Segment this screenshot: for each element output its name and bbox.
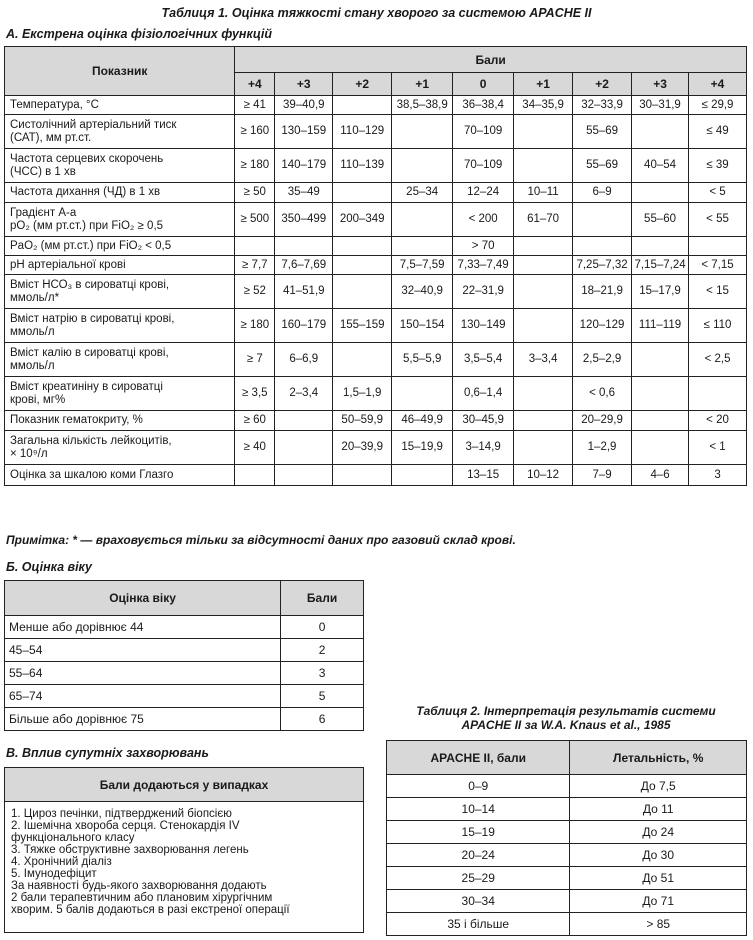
score-cell: < 200 xyxy=(453,203,514,237)
score-cell: 1–2,9 xyxy=(573,431,632,465)
mortality-cell: До 71 xyxy=(570,890,747,913)
score-cell xyxy=(514,431,573,465)
score-cell: 160–179 xyxy=(275,309,333,343)
score-cell xyxy=(392,115,453,149)
score-cell xyxy=(333,237,392,256)
score-cell: < 2,5 xyxy=(689,343,747,377)
comorbidity-line: функціонального класу xyxy=(11,832,135,844)
table-row xyxy=(5,411,747,431)
score-cell xyxy=(235,465,275,486)
score-cell: 15–19,9 xyxy=(392,431,453,465)
age-cell: Більше або дорівнює 75 xyxy=(5,708,281,731)
score-cell: 32–40,9 xyxy=(392,275,453,309)
score-cell: 46–49,9 xyxy=(392,411,453,431)
score-cell: 3,5–5,4 xyxy=(453,343,514,377)
mortality-cell: До 11 xyxy=(570,798,747,821)
age-header: Оцінка віку xyxy=(5,581,281,616)
points-header: Бали xyxy=(235,47,747,73)
score-column-header: +1 xyxy=(392,73,453,96)
score-cell: ≤ 29,9 xyxy=(689,96,747,115)
score-cell: 50–59,9 xyxy=(333,411,392,431)
score-cell: 18–21,9 xyxy=(573,275,632,309)
row-label-line: pH артеріальної крові xyxy=(10,258,126,271)
table-row xyxy=(387,798,747,821)
score-cell: 5,5–5,9 xyxy=(392,343,453,377)
score-cell xyxy=(333,256,392,275)
score-cell: 12–24 xyxy=(453,183,514,203)
score-cell: 110–139 xyxy=(333,149,392,183)
row-label xyxy=(5,237,235,256)
row-label xyxy=(5,149,235,183)
table2-title-line1: Таблиця 2. Інтерпретація результатів системи xyxy=(416,704,716,718)
row-label-line: Частота серцевих скорочень xyxy=(10,152,164,165)
score-cell: 55–69 xyxy=(573,115,632,149)
score-cell: 7,15–7,24 xyxy=(632,256,689,275)
score-cell xyxy=(514,309,573,343)
table-row xyxy=(387,775,747,798)
score-cell: 38,5–38,9 xyxy=(392,96,453,115)
score-cell: 20–39,9 xyxy=(333,431,392,465)
row-label-line: × 10⁹/л xyxy=(10,447,48,460)
table2-title-line2: APACHE II за W.A. Knaus et al., 1985 xyxy=(461,718,671,732)
score-cell: < 7,15 xyxy=(689,256,747,275)
mortality-table xyxy=(386,740,747,936)
document-title: Таблиця 1. Оцінка тяжкості стану хворого за системою APACHE II xyxy=(161,6,592,20)
table-row xyxy=(5,237,747,256)
score-cell xyxy=(514,256,573,275)
score-cell: ≥ 3,5 xyxy=(235,377,275,411)
score-cell xyxy=(689,377,747,411)
score-column-header: 0 xyxy=(453,73,514,96)
score-cell: 150–154 xyxy=(392,309,453,343)
row-label-line: Градієнт А-а xyxy=(10,206,77,219)
row-label-line: ммоль/л xyxy=(10,325,55,338)
score-cell xyxy=(392,377,453,411)
score-cell: 7,33–7,49 xyxy=(453,256,514,275)
row-label xyxy=(5,431,235,465)
score-cell: ≥ 180 xyxy=(235,149,275,183)
score-column-header: +2 xyxy=(573,73,632,96)
score-cell xyxy=(632,411,689,431)
score-cell xyxy=(333,183,392,203)
table-row xyxy=(5,115,747,149)
apache-score-cell: 25–29 xyxy=(387,867,570,890)
comorbidity-line: 1. Цироз печінки, підтверджений біопсією xyxy=(11,808,232,820)
score-cell xyxy=(333,275,392,309)
score-cell: 4–6 xyxy=(632,465,689,486)
row-label-line: Оцінка за шкалою коми Глазго xyxy=(10,468,174,481)
score-cell: ≤ 110 xyxy=(689,309,747,343)
score-cell: 25–34 xyxy=(392,183,453,203)
score-cell xyxy=(275,431,333,465)
score-cell xyxy=(632,183,689,203)
comorbidity-line: хворим. 5 балів додаються в разі екстреної операції xyxy=(11,904,290,916)
score-cell xyxy=(632,343,689,377)
apache-score-cell: 30–34 xyxy=(387,890,570,913)
age-cell: 45–54 xyxy=(5,639,281,662)
score-cell: 61–70 xyxy=(514,203,573,237)
score-cell: 1,5–1,9 xyxy=(333,377,392,411)
age-cell: 65–74 xyxy=(5,685,281,708)
score-cell: 22–31,9 xyxy=(453,275,514,309)
score-cell xyxy=(514,115,573,149)
score-cell: < 0,6 xyxy=(573,377,632,411)
score-cell: 32–33,9 xyxy=(573,96,632,115)
row-label xyxy=(5,96,235,115)
score-cell: 111–119 xyxy=(632,309,689,343)
score-column-header: +4 xyxy=(235,73,275,96)
score-cell xyxy=(689,237,747,256)
table-row xyxy=(5,377,747,411)
row-label-line: pO₂ (мм рт.ст.) при FiO₂ ≥ 0,5 xyxy=(10,219,164,232)
score-cell: 3–14,9 xyxy=(453,431,514,465)
score-cell: ≥ 52 xyxy=(235,275,275,309)
age-cell: 55–64 xyxy=(5,662,281,685)
table-row xyxy=(5,708,364,731)
score-column-header: +2 xyxy=(333,73,392,96)
score-cell: 7,25–7,32 xyxy=(573,256,632,275)
score-cell: 140–179 xyxy=(275,149,333,183)
table-row xyxy=(387,867,747,890)
score-cell xyxy=(514,237,573,256)
row-label xyxy=(5,377,235,411)
score-cell: ≥ 180 xyxy=(235,309,275,343)
score-cell: ≥ 500 xyxy=(235,203,275,237)
score-cell xyxy=(573,203,632,237)
score-cell: 15–17,9 xyxy=(632,275,689,309)
age-points-cell: 0 xyxy=(281,616,364,639)
age-points-cell: 6 xyxy=(281,708,364,731)
row-label-line: PaO₂ (мм рт.ст.) при FiO₂ < 0,5 xyxy=(10,239,172,252)
apache-score-cell: 15–19 xyxy=(387,821,570,844)
score-cell: 30–31,9 xyxy=(632,96,689,115)
score-cell: 7,6–7,69 xyxy=(275,256,333,275)
score-cell: 3–3,4 xyxy=(514,343,573,377)
score-column-header: +1 xyxy=(514,73,573,96)
comorbidity-line: 3. Тяжке обструктивне захворювання легень xyxy=(11,844,249,856)
score-cell xyxy=(514,377,573,411)
comorbidity-line: 2 бали терапевтичним або плановим хірургічним xyxy=(11,892,273,904)
score-cell: 20–29,9 xyxy=(573,411,632,431)
score-cell: 10–12 xyxy=(514,465,573,486)
score-cell: 35–49 xyxy=(275,183,333,203)
score-cell: 3 xyxy=(689,465,747,486)
score-cell xyxy=(632,431,689,465)
row-label xyxy=(5,343,235,377)
score-column-header: +3 xyxy=(632,73,689,96)
table2-title xyxy=(380,704,752,732)
score-cell: 155–159 xyxy=(333,309,392,343)
score-cell: ≥ 40 xyxy=(235,431,275,465)
row-label-line: Вміст калію в сироватці крові, xyxy=(10,346,169,359)
score-cell xyxy=(392,465,453,486)
row-label-line: Показник гематокриту, % xyxy=(10,414,143,426)
age-points-cell: 2 xyxy=(281,639,364,662)
score-cell: < 15 xyxy=(689,275,747,309)
row-label xyxy=(5,115,235,149)
score-cell: 2–3,4 xyxy=(275,377,333,411)
row-label xyxy=(5,411,235,431)
score-cell: ≥ 160 xyxy=(235,115,275,149)
table-row xyxy=(5,685,364,708)
score-cell: 36–38,4 xyxy=(453,96,514,115)
mortality-cell: До 24 xyxy=(570,821,747,844)
score-cell: ≥ 50 xyxy=(235,183,275,203)
row-label-line: (ЧСС) в 1 хв xyxy=(10,165,76,178)
score-cell xyxy=(392,237,453,256)
score-cell: > 70 xyxy=(453,237,514,256)
comorbidity-line: 2. Ішемічна хвороба серця. Стенокардія IV xyxy=(11,820,240,832)
comorbidity-table xyxy=(4,767,364,933)
table-row xyxy=(5,309,747,343)
score-column-header: +3 xyxy=(275,73,333,96)
score-cell: 7–9 xyxy=(573,465,632,486)
score-cell: 30–45,9 xyxy=(453,411,514,431)
score-cell xyxy=(235,237,275,256)
apache-score-cell: 10–14 xyxy=(387,798,570,821)
score-cell: 70–109 xyxy=(453,115,514,149)
age-points-header: Бали xyxy=(281,581,364,616)
row-label-line: Вміст креатиніну в сироватці xyxy=(10,380,163,393)
score-cell: ≥ 60 xyxy=(235,411,275,431)
comorbidity-line: 4. Хронічний діаліз xyxy=(11,856,112,868)
row-label-line: Вміст НСО₃ в сироватці крові, xyxy=(10,278,170,291)
score-cell: 10–11 xyxy=(514,183,573,203)
table-row xyxy=(5,616,364,639)
mortality-cell: До 30 xyxy=(570,844,747,867)
table-row xyxy=(5,662,364,685)
score-cell xyxy=(514,275,573,309)
comorbidity-line: За наявності будь-якого захворювання додають xyxy=(11,880,267,892)
table-row xyxy=(5,465,747,486)
score-cell xyxy=(632,115,689,149)
row-label xyxy=(5,275,235,309)
mortality-cell: До 51 xyxy=(570,867,747,890)
table-row xyxy=(5,183,747,203)
row-label-line: Загальна кількість лейкоцитів, xyxy=(10,434,172,447)
score-cell: 70–109 xyxy=(453,149,514,183)
table-row xyxy=(5,203,747,237)
mortality-header: Летальність, % xyxy=(570,741,747,775)
table-row xyxy=(387,821,747,844)
score-cell xyxy=(275,465,333,486)
row-label-line: Температура, °С xyxy=(10,98,99,111)
row-label xyxy=(5,183,235,203)
section-c-heading: В. Вплив супутніх захворювань xyxy=(6,746,209,760)
score-cell xyxy=(632,237,689,256)
table-row xyxy=(5,275,747,309)
score-cell: ≥ 7 xyxy=(235,343,275,377)
score-cell: 6–9 xyxy=(573,183,632,203)
comorbidity-line: 5. Імунодефіцит xyxy=(11,868,97,880)
table-row xyxy=(387,890,747,913)
table-row xyxy=(5,256,747,275)
score-cell: < 5 xyxy=(689,183,747,203)
score-cell: ≥ 7,7 xyxy=(235,256,275,275)
apache-score-header: APACHE II, бали xyxy=(387,741,570,775)
score-cell: 40–54 xyxy=(632,149,689,183)
score-cell: ≤ 39 xyxy=(689,149,747,183)
score-cell: 13–15 xyxy=(453,465,514,486)
score-cell: 200–349 xyxy=(333,203,392,237)
row-label-line: крові, мг% xyxy=(10,393,66,406)
age-score-table xyxy=(4,580,364,731)
score-cell: 55–69 xyxy=(573,149,632,183)
mortality-cell: > 85 xyxy=(570,913,747,936)
score-cell: 34–35,9 xyxy=(514,96,573,115)
score-cell: < 20 xyxy=(689,411,747,431)
score-cell xyxy=(573,237,632,256)
age-cell: Менше або дорівнює 44 xyxy=(5,616,281,639)
comorbidity-header: Бали додаються у випадках xyxy=(5,768,364,802)
score-cell: < 55 xyxy=(689,203,747,237)
score-cell: 130–159 xyxy=(275,115,333,149)
age-points-cell: 3 xyxy=(281,662,364,685)
score-cell: 120–129 xyxy=(573,309,632,343)
row-label-line: Частота дихання (ЧД) в 1 хв xyxy=(10,186,161,198)
score-cell: 130–149 xyxy=(453,309,514,343)
score-cell xyxy=(392,149,453,183)
apache-score-cell: 0–9 xyxy=(387,775,570,798)
table-row xyxy=(5,149,747,183)
score-cell: ≤ 49 xyxy=(689,115,747,149)
score-cell: 39–40,9 xyxy=(275,96,333,115)
score-cell xyxy=(392,203,453,237)
physiology-score-table xyxy=(4,46,747,486)
row-label xyxy=(5,309,235,343)
table-row xyxy=(5,343,747,377)
score-cell: 350–499 xyxy=(275,203,333,237)
row-label-line: Вміст натрію в сироватці крові, xyxy=(10,312,175,325)
table-row xyxy=(5,639,364,662)
score-cell: 7,5–7,59 xyxy=(392,256,453,275)
row-label xyxy=(5,203,235,237)
score-cell: 0,6–1,4 xyxy=(453,377,514,411)
footnote: Примітка: * — враховується тільки за відсутності даних про газовий склад крові. xyxy=(6,533,516,547)
age-points-cell: 5 xyxy=(281,685,364,708)
section-a-heading: А. Екстрена оцінка фізіологічних функцій xyxy=(6,27,272,41)
mortality-cell: До 7,5 xyxy=(570,775,747,798)
score-column-header: +4 xyxy=(689,73,747,96)
score-cell xyxy=(514,411,573,431)
row-label-line: (САТ), мм рт.ст. xyxy=(10,131,92,144)
comorbidity-list xyxy=(5,802,364,933)
score-cell: 41–51,9 xyxy=(275,275,333,309)
score-cell xyxy=(632,377,689,411)
row-label-line: ммоль/л xyxy=(10,359,55,372)
score-cell xyxy=(514,149,573,183)
section-b-heading: Б. Оцінка віку xyxy=(6,560,92,574)
score-cell xyxy=(275,237,333,256)
row-label xyxy=(5,465,235,486)
table-row xyxy=(5,96,747,115)
table-row xyxy=(387,844,747,867)
apache-score-cell: 20–24 xyxy=(387,844,570,867)
row-label-line: ммоль/л* xyxy=(10,291,60,304)
score-cell xyxy=(333,343,392,377)
row-label-line: Систолічний артеріальний тиск xyxy=(10,118,177,131)
score-cell xyxy=(333,465,392,486)
score-cell: 55–60 xyxy=(632,203,689,237)
apache-score-cell: 35 і більше xyxy=(387,913,570,936)
indicator-header: Показник xyxy=(5,47,235,96)
score-cell: < 1 xyxy=(689,431,747,465)
score-cell: 2,5–2,9 xyxy=(573,343,632,377)
score-cell xyxy=(333,96,392,115)
score-cell xyxy=(275,411,333,431)
table-row xyxy=(5,431,747,465)
row-label xyxy=(5,256,235,275)
score-cell: 6–6,9 xyxy=(275,343,333,377)
table-row xyxy=(387,913,747,936)
score-cell: ≥ 41 xyxy=(235,96,275,115)
score-cell: 110–129 xyxy=(333,115,392,149)
